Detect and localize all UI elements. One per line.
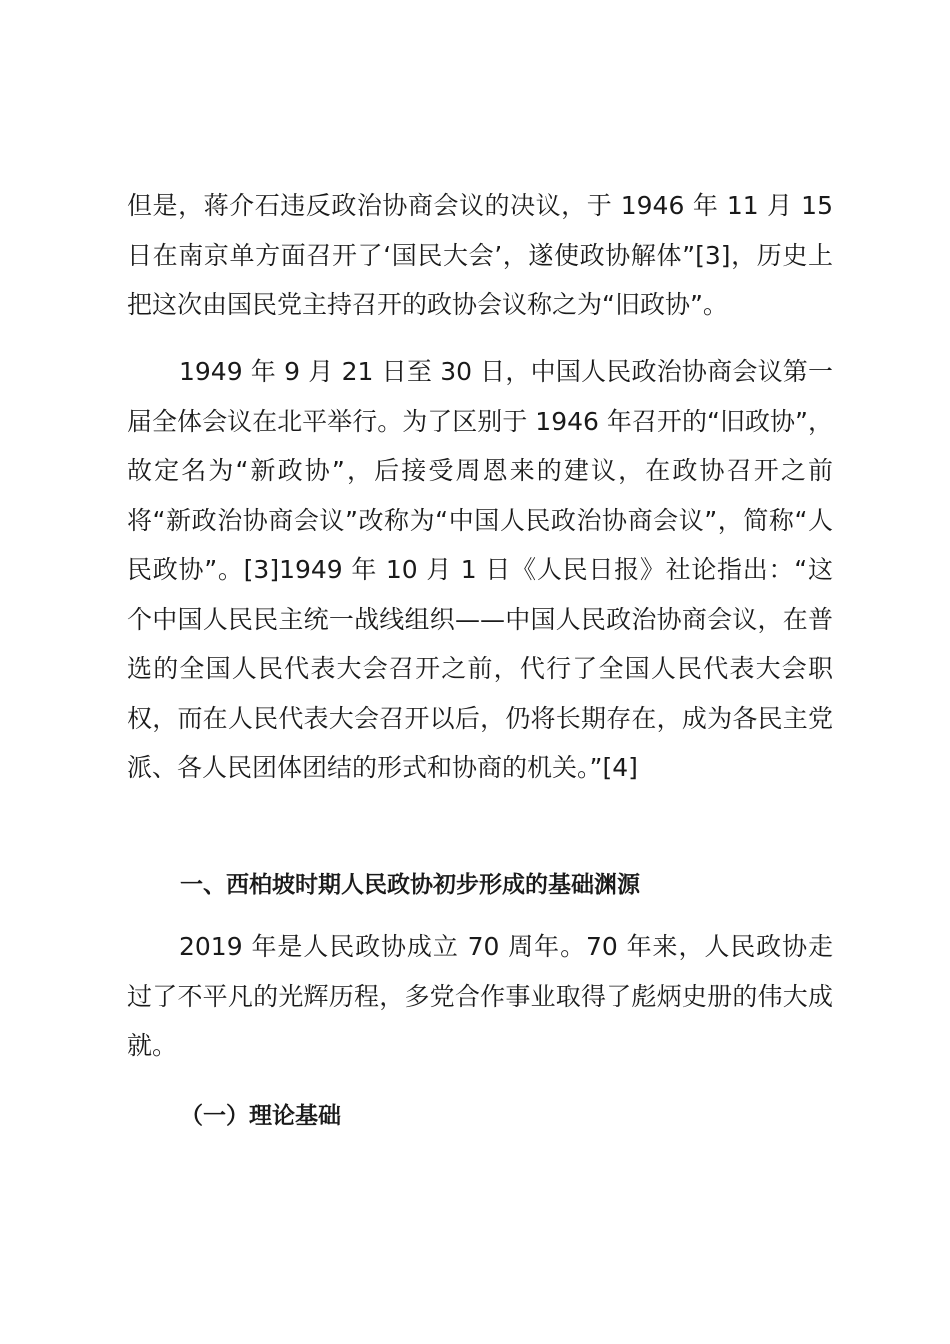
- paragraph-70th-anniversary: 2019 年是人民政协成立 70 周年。70 年来，人民政协走过了不平凡的光辉历程，多党合作事业取得了彪炳史册的伟大成就。: [127, 932, 833, 1060]
- paragraph-new-cppcc: 1949 年 9 月 21 日至 30 日，中国人民政治协商会议第一届全体会议在北平举行。为了区别于 1946 年召开的“旧政协”，故定名为“新政协”，后接受周恩来的建议，在政协召开之前将“新政治协商会议”改称为“中国人民政治协商会议”，简称“人民政协”。[3]1949 年 10 月 1 日《人民日报》社论指出：“这个中国人民民主统一战线组织——中国人民政治协商会议，在普选的全国人民代表大会召开之前，代行了全国人民代表大会职权，而在人民代表大会召开以后，仍将长期存在，成为各民主党派、各人民团体团结的形式和协商的机关。”[4]: [127, 357, 833, 782]
- paragraph-old-cppcc: 但是，蒋介石违反政治协商会议的决议，于 1946 年 11 月 15 日在南京单方面召开了‘国民大会’，遂使政协解体”[3]，历史上把这次由国民党主持召开的政协会议称之为“旧政协”。: [127, 191, 833, 319]
- subsection-heading: （一）理论基础: [180, 1103, 341, 1129]
- section-heading: 一、西柏坡时期人民政协初步形成的基础渊源: [180, 872, 640, 898]
